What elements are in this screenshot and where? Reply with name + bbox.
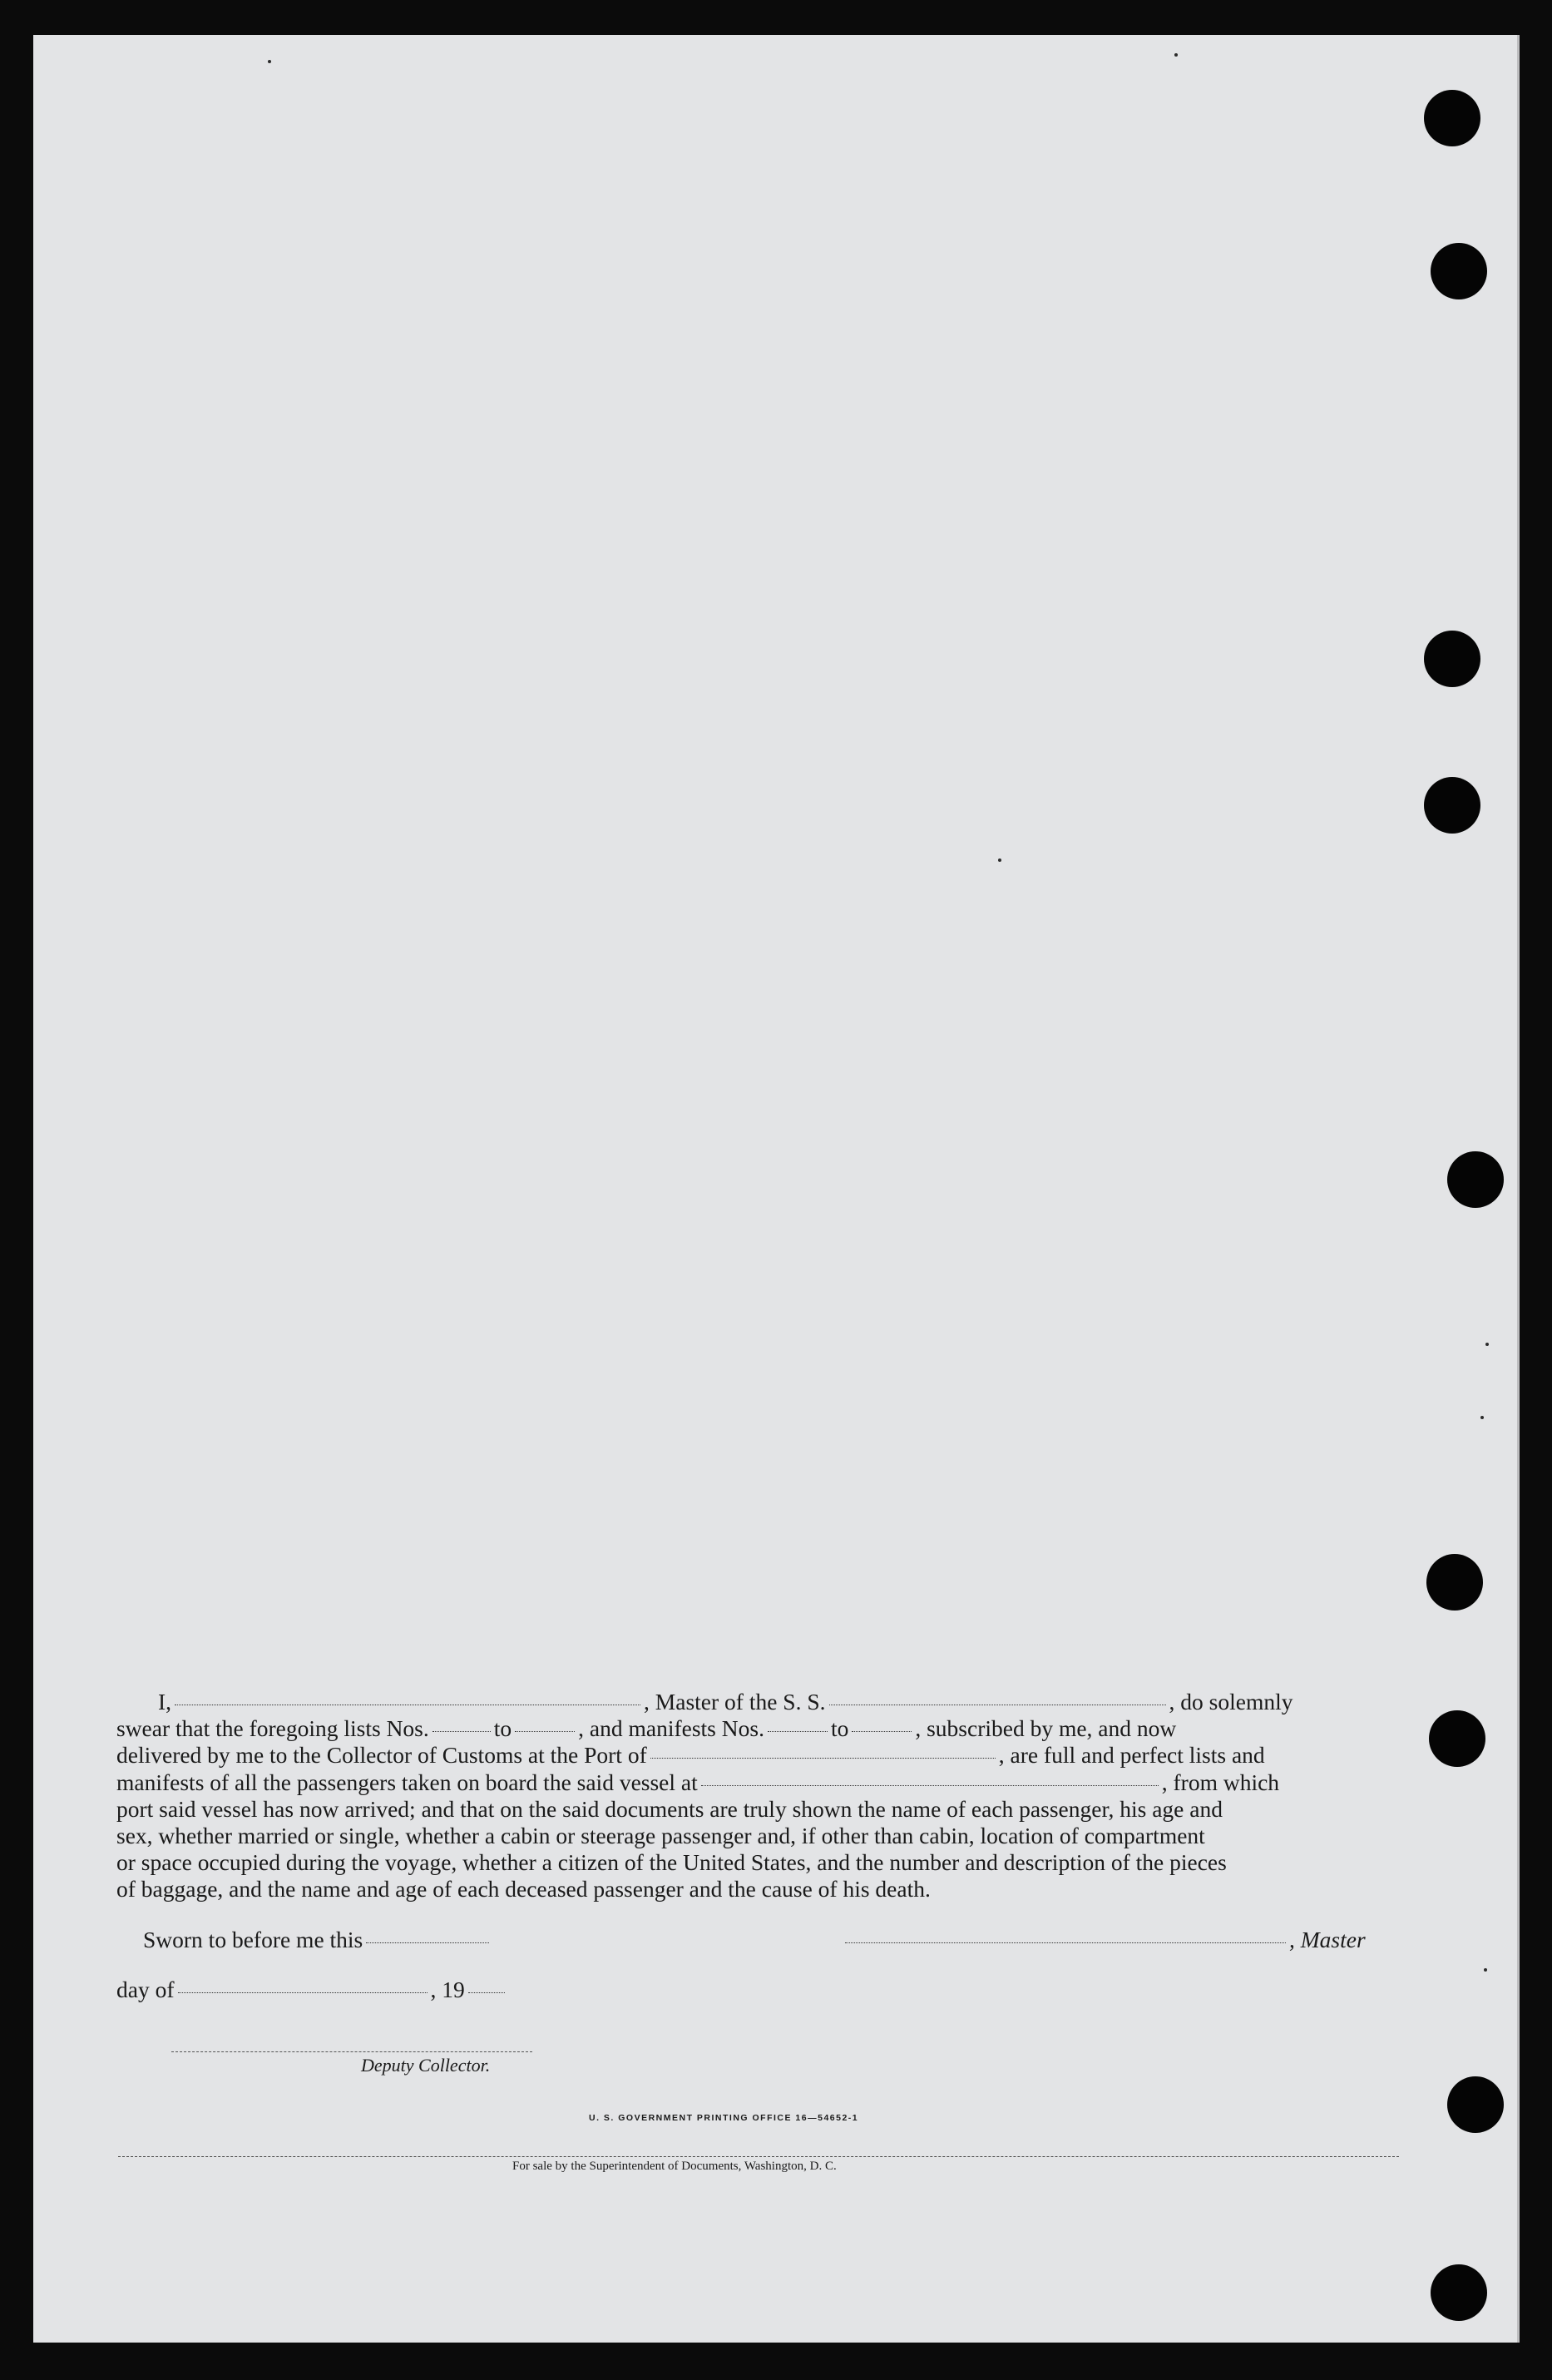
oath-line-1 [116,1689,1397,1715]
punch-hole [1431,243,1487,299]
oath-line-5: port said vessel has now arrived; and that on the said documents are truly shown the name of each passenger, his age and [116,1795,1223,1822]
oath-line-6: sex, whether married or single, whether a cabin or steerage passenger and, if other than cabin, location of compartment [116,1823,1205,1849]
boarding-port-blank [701,1785,1159,1786]
delivered-label: delivered by me to the Collector of Customs at the Port of [116,1742,647,1769]
and-manifests-label: , and manifests Nos. [578,1715,764,1742]
deputy-collector-signature-line [171,2051,532,2052]
sworn-label: Sworn to before me this [143,1927,363,1952]
punch-hole [1424,777,1480,834]
do-solemnly-label: , do solemnly [1169,1689,1293,1714]
deputy-collector-label: Deputy Collector. [361,2055,491,2076]
punch-hole [1447,1151,1504,1208]
document-page [33,35,1520,2343]
sworn-date-blank [366,1942,489,1943]
oath-line-4 [116,1769,1397,1796]
master-signature-blank [845,1942,1286,1943]
from-which-label: , from which [1161,1769,1280,1795]
speck-mark [268,60,271,63]
punch-hole [1431,2264,1487,2321]
sworn-row [143,1927,492,1953]
day-of-label: day of [116,1977,175,2002]
master-signature-row [842,1927,1366,1953]
punch-hole [1424,90,1480,146]
oath-paragraph [116,1689,1397,1903]
lists-from-blank [432,1731,491,1732]
oath-i: I, [158,1689,172,1714]
oath-line-7: or space occupied during the voyage, whether a citizen of the United States, and the number and description of the pieces [116,1849,1227,1876]
manifests-from-blank [768,1731,828,1732]
day-of-row [116,1977,508,2003]
speck-mark [1484,1968,1487,1972]
master-of-ss-label: , Master of the S. S. [644,1689,826,1714]
master-signature-label: , Master [1289,1927,1366,1952]
oath-line-3 [116,1742,1397,1769]
port-blank [650,1758,996,1759]
punch-hole [1426,1554,1483,1611]
punch-hole [1447,2076,1504,2133]
footer-sale-note: For sale by the Superintendent of Documents, Washington, D. C. [512,2160,837,2173]
speck-mark [1480,1416,1484,1419]
punch-hole [1429,1710,1485,1767]
to-label: to [830,1715,849,1742]
are-full-label: , are full and perfect lists and [998,1742,1265,1769]
year-prefix-label: , 19 [430,1977,465,2002]
manifests-to-blank [852,1731,912,1732]
speck-mark [998,858,1001,862]
subscribed-label: , subscribed by me, and now [915,1715,1177,1742]
punch-hole [1424,631,1480,687]
oath-line-2 [116,1715,1397,1742]
oath-line-8: of baggage, and the name and age of each deceased passenger and the cause of his death. [116,1876,931,1903]
lists-to-blank [515,1731,575,1732]
swear-lists-label: swear that the foregoing lists Nos. [116,1715,429,1742]
manifests-of-label: manifests of all the passengers taken on board the said vessel at [116,1769,698,1795]
printing-office-imprint: U. S. GOVERNMENT PRINTING OFFICE 16—54652-1 [589,2113,859,2123]
month-blank [178,1992,428,1993]
to-label: to [493,1715,512,1742]
footer-divider [118,2156,1399,2157]
speck-mark [1485,1343,1489,1346]
year-blank [468,1992,505,1993]
speck-mark [1174,53,1178,57]
